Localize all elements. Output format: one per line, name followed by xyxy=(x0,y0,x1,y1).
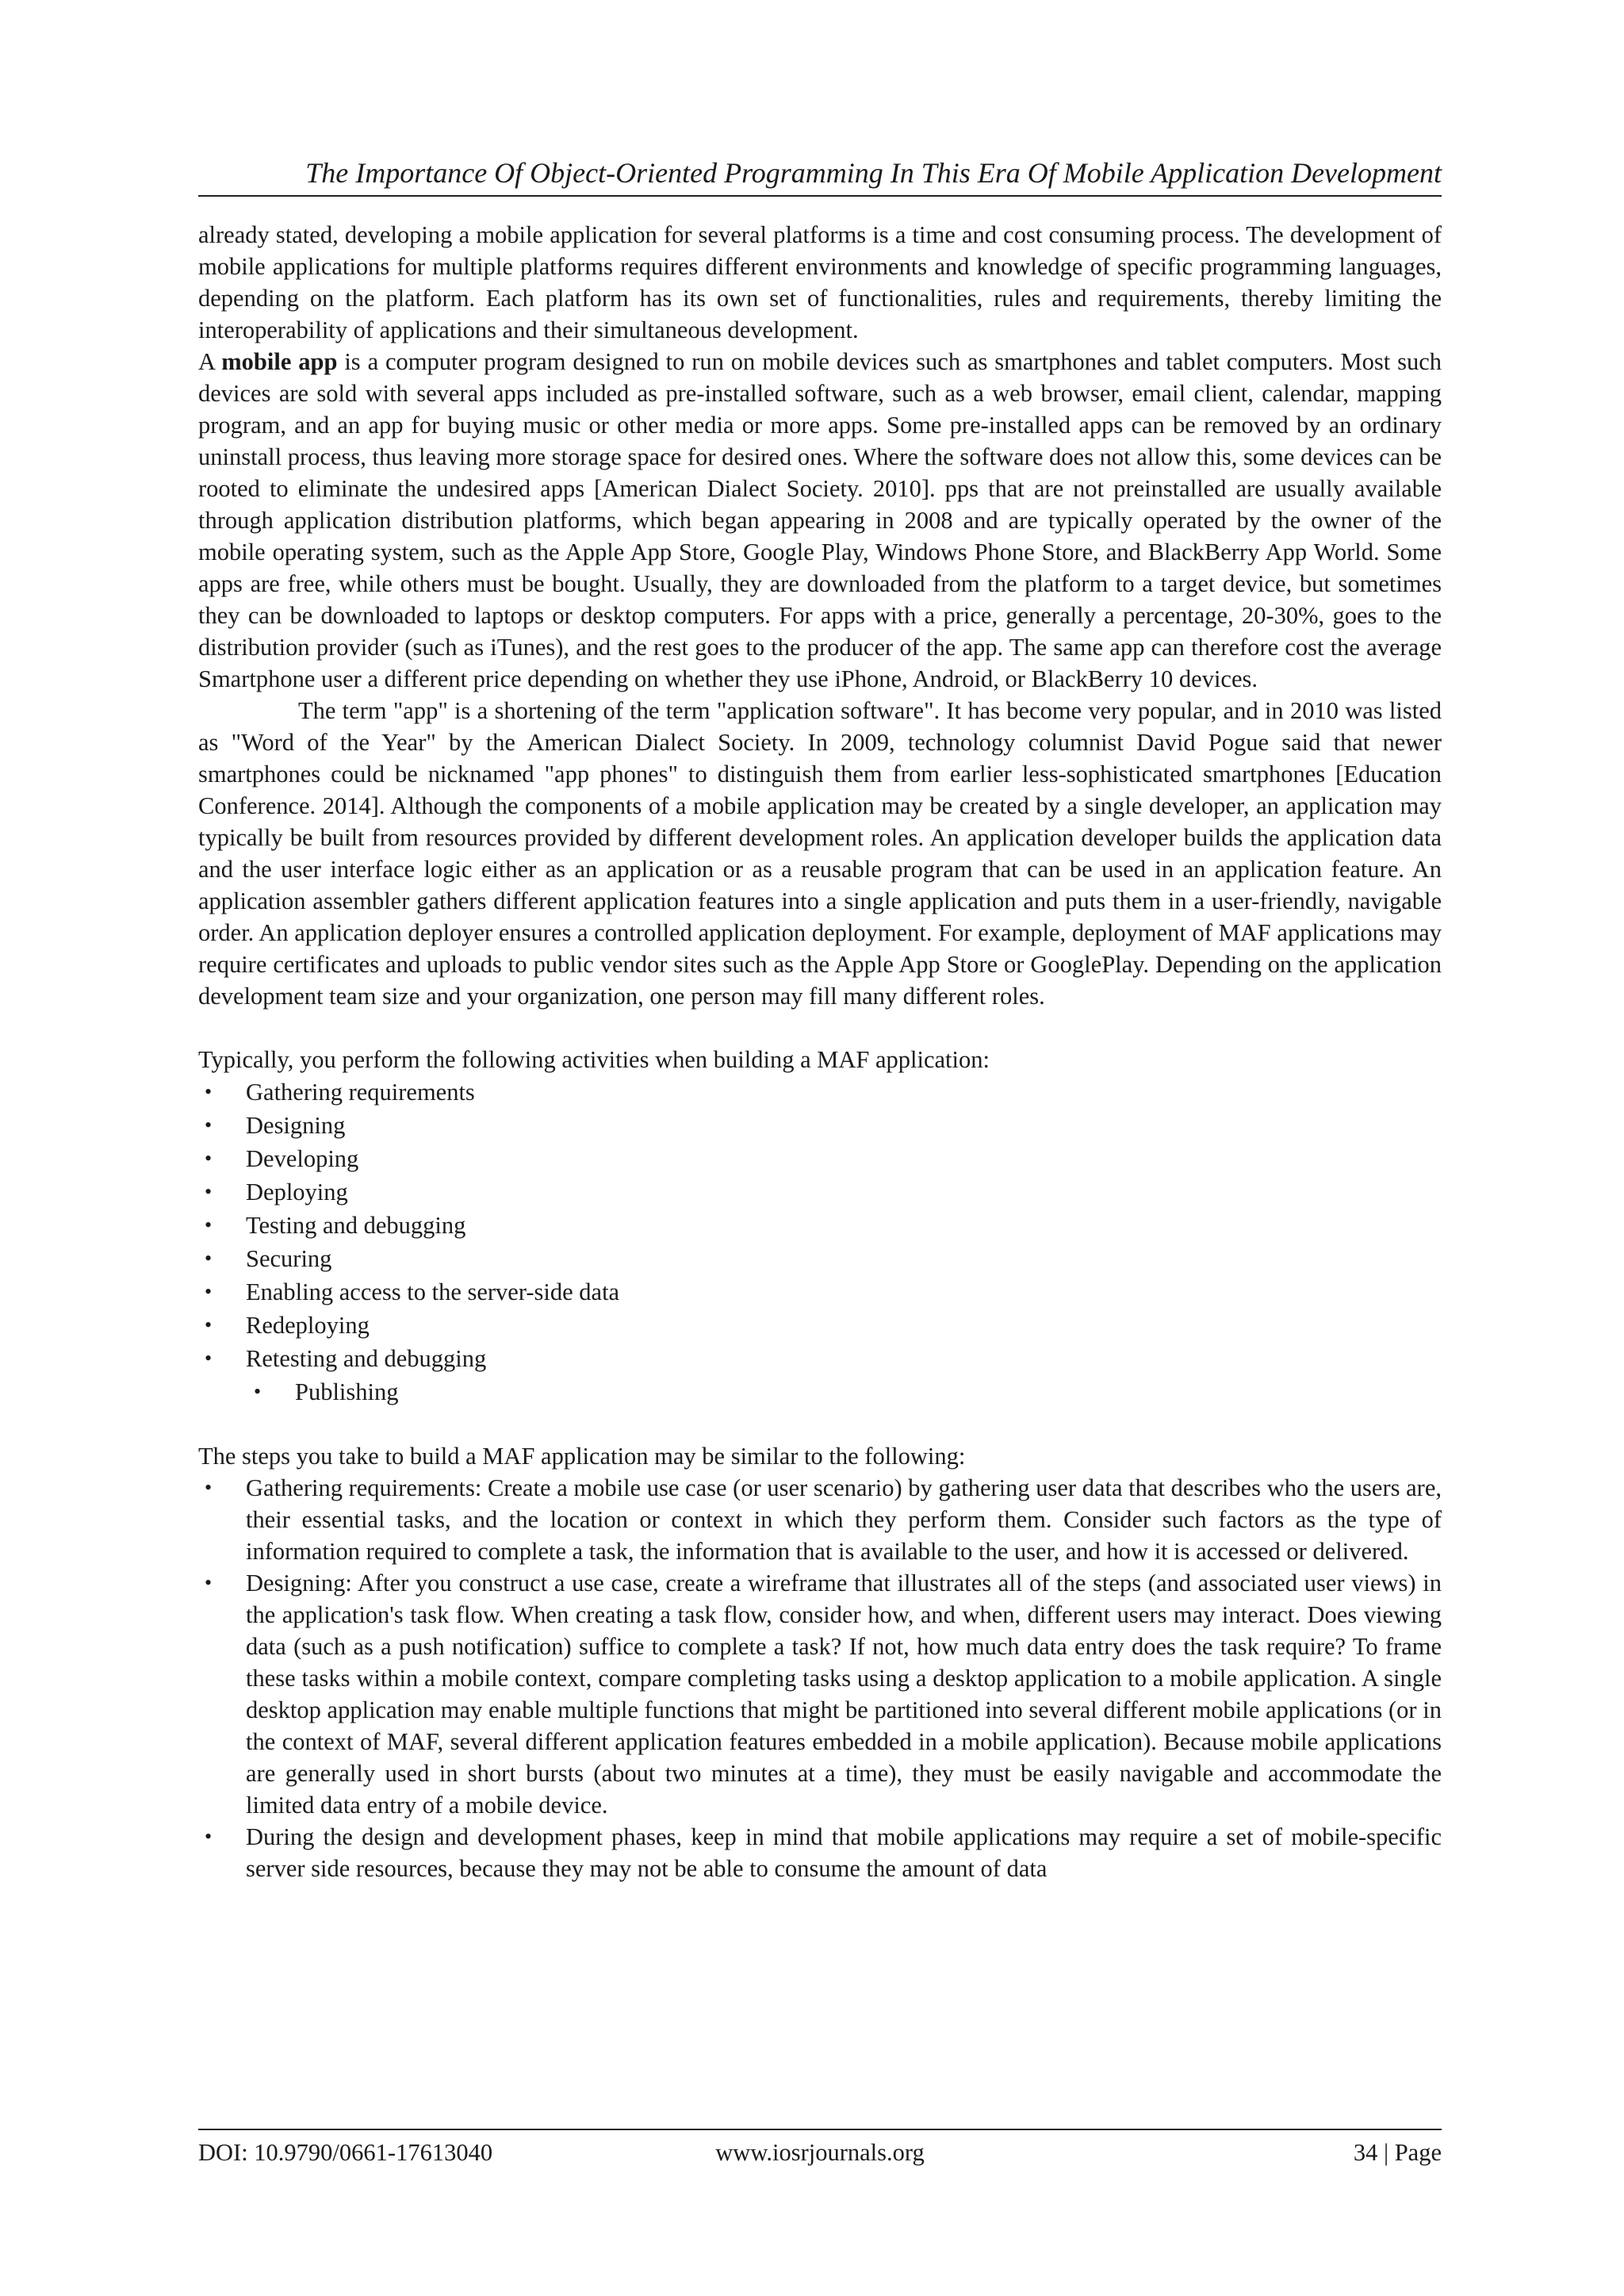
bullet-icon: • xyxy=(205,1114,213,1137)
bullet-icon: • xyxy=(205,1571,213,1594)
paragraph-2-rest: is a computer program designed to run on mobile devices such as smartphones and tablet computers. Most such devices are sold with several apps included as pre-installed software, such as a web browser, email client, calendar, mapping program, and an app for buying music or other media or more apps. Some pre-installed apps can be removed by an ordinary uninstall process, thus leaving more storage space for desired ones. Where the software does not allow this, some devices can be rooted to eliminate the undesired apps [American Dialect Society. 2010]. pps that are not preinstalled are usually available through application distribution platforms, which began appearing in 2008 and are typically operated by the owner of the mobile operating system, such as the Apple App Store, Google Play, Windows Phone Store, and BlackBerry App World. Some apps are free, while others must be bought. Usually, they are downloaded from the platform to a target device, but sometimes they can be downloaded to laptops or desktop computers. For apps with a price, generally a percentage, 20-30%, goes to the distribution provider (such as iTunes), and the rest goes to the producer of the app. The same app can therefore cost the average Smartphone user a different price depending on whether they use iPhone, Android, or BlackBerry 10 devices. xyxy=(198,348,1442,692)
list-item-text: Retesting and debugging xyxy=(246,1345,487,1372)
list-item-text: Deploying xyxy=(246,1179,348,1205)
bullet-icon: • xyxy=(205,1247,213,1270)
list-item-text: Redeploying xyxy=(246,1312,370,1339)
list-item xyxy=(198,1309,1442,1342)
list-item-text: Enabling access to the server-side data xyxy=(246,1278,620,1305)
bullet-icon: • xyxy=(205,1280,213,1303)
list-item xyxy=(198,1275,1442,1309)
bullet-icon: • xyxy=(205,1147,213,1170)
bullet-icon: • xyxy=(205,1347,213,1370)
list-item xyxy=(198,1242,1442,1275)
paragraph-1: already stated, developing a mobile application for several platforms is a time and cost consuming process. The development of mobile applications for multiple platforms requires different environments and knowledge of specific programming languages, depending on the platform. Each platform has its own set of functionalities, rules and requirements, thereby limiting the interoperability of applications and their simultaneous development. xyxy=(198,221,1442,343)
list-item xyxy=(198,1109,1442,1142)
list-item xyxy=(198,1175,1442,1209)
paragraph-2-prefix: A xyxy=(198,348,222,375)
list-item xyxy=(198,1821,1442,1884)
list-item-text: Gathering requirements: Create a mobile use case (or user scenario) by gathering user data that describes who the users are, their essential tasks, and the location or context in which they perform them. Consider such factors as the type of information required to complete a task, the information that is available to the user, and how it is accessed or delivered. xyxy=(246,1474,1442,1565)
article-body xyxy=(198,219,1442,1884)
bullet-icon: • xyxy=(205,1180,213,1203)
list-item-text: Testing and debugging xyxy=(246,1212,466,1239)
running-header: The Importance Of Object-Oriented Programming In This Era Of Mobile Application Development xyxy=(305,157,1442,189)
activities-list xyxy=(198,1075,1442,1409)
steps-intro: The steps you take to build a MAF application may be similar to the following: xyxy=(198,1443,966,1470)
list-item xyxy=(198,1567,1442,1821)
list-item xyxy=(198,1142,1442,1175)
list-item xyxy=(198,1209,1442,1242)
header-rule xyxy=(198,195,1442,197)
list-item-text: Designing: After you construct a use case, create a wireframe that illustrates all of the steps (and associated user views) in the application's task flow. When creating a task flow, consider how, and when, different users may interact. Does viewing data (such as a push notification) suffice to complete a task? If not, how much data entry does the task require? To frame these tasks within a mobile context, compare completing tasks using a desktop application to a mobile application. A single desktop application may enable multiple functions that might be partitioned into several different mobile applications (or in the context of MAF, several different application features embedded in a mobile application). Because mobile applications are generally used in short bursts (about two minutes at a time), they must be easily navigable and accommodate the limited data entry of a mobile device. xyxy=(246,1570,1442,1819)
list-item-text: During the design and development phases, keep in mind that mobile applications may require a set of mobile-specific server side resources, because they may not be able to consume the amount of data xyxy=(246,1823,1442,1882)
activities-intro: Typically, you perform the following activities when building a MAF application: xyxy=(198,1046,990,1073)
list-item xyxy=(198,1075,1442,1109)
journal-site: www.iosrjournals.org xyxy=(715,2139,925,2166)
page-number: 34 | Page xyxy=(1353,2139,1442,2166)
list-item xyxy=(198,1375,1442,1409)
list-item-text: Gathering requirements xyxy=(246,1079,475,1106)
bullet-icon: • xyxy=(205,1476,213,1499)
bullet-icon: • xyxy=(205,1080,213,1103)
paragraph-2 xyxy=(198,346,1442,695)
list-item-text: Developing xyxy=(246,1145,359,1172)
list-item-text: Publishing xyxy=(295,1378,399,1405)
doi-text: DOI: 10.9790/0661-17613040 xyxy=(198,2139,493,2166)
list-item-text: Designing xyxy=(246,1112,346,1139)
bullet-icon: • xyxy=(205,1313,213,1336)
steps-list xyxy=(198,1472,1442,1884)
bullet-icon: • xyxy=(205,1825,213,1848)
footer-rule xyxy=(198,2129,1442,2130)
document-page xyxy=(198,0,1442,2296)
list-item xyxy=(198,1342,1442,1375)
spacer xyxy=(198,1409,1442,1440)
mobile-app-term: mobile app xyxy=(221,348,338,375)
paragraph-3: The term "app" is a shortening of the term "application software". It has become very popular, and in 2010 was listed as "Word of the Year" by the American Dialect Society. In 2009, technology columnist David Pogue said that newer smartphones could be nicknamed "app phones" to distinguish them from earlier less-sophisticated smartphones [Education Conference. 2014]. Although the components of a mobile application may be created by a single developer, an application may typically be built from resources provided by different development roles. An application developer builds the application data and the user interface logic either as an application or as a reusable program that can be used in an application feature. An application assembler gathers different application features into a single application and puts them in a user-friendly, navigable order. An application deployer ensures a controlled application deployment. For example, deployment of MAF applications may require certificates and uploads to public vendor sites such as the Apple App Store or GooglePlay. Depending on the application development team size and your organization, one person may fill many different roles. xyxy=(198,697,1442,1010)
list-item xyxy=(198,1472,1442,1567)
list-item-text: Securing xyxy=(246,1245,332,1272)
bullet-icon: • xyxy=(254,1380,262,1403)
bullet-icon: • xyxy=(205,1213,213,1236)
page-footer xyxy=(198,2135,1442,2170)
spacer xyxy=(198,1012,1442,1044)
